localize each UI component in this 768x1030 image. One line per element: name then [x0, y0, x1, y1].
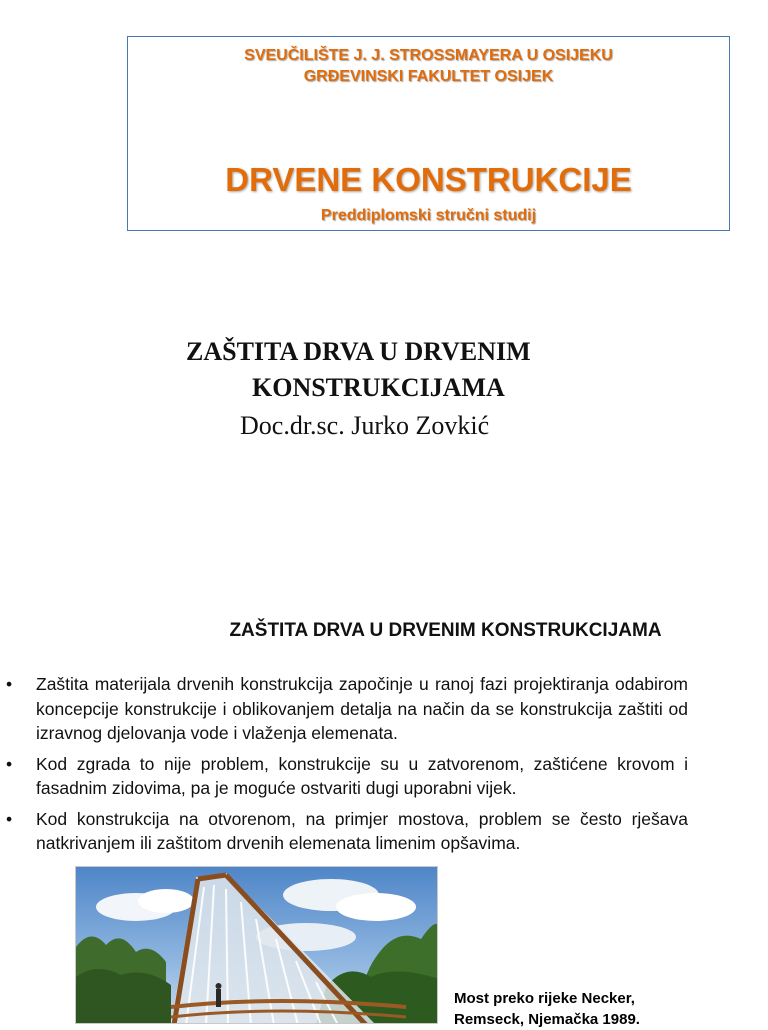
header-box: [127, 36, 730, 231]
list-item: [6, 807, 688, 856]
presentation-title-line2: KONSTRUKCIJAMA: [252, 373, 505, 402]
bridge-photo-icon: [76, 867, 438, 1024]
university-name: SVEUČILIŠTE J. J. STROSSMAYERA U OSIJEKU: [244, 47, 613, 64]
bullet-icon: •: [6, 753, 13, 774]
caption-line1: Most preko rijeke Necker,: [454, 990, 635, 1007]
course-title: DRVENE KONSTRUKCIJE: [225, 161, 632, 198]
bullet-text: Kod zgrada to nije problem, konstrukcije su u zatvorenom, zaštićene krovom i fasadnim zidovima, pa je moguće ostvariti dugi uporabni vijek.: [36, 753, 688, 798]
caption-line2: Remseck, Njemačka 1989.: [454, 1011, 640, 1028]
bullet-icon: •: [6, 808, 13, 829]
bullet-text: Kod konstrukcija na otvorenom, na primjer mostova, problem se često rješava natkrivanjem ili zaštitom drvenih elemenata limenim opšavima.: [36, 808, 688, 853]
bridge-photo: [75, 866, 438, 1024]
list-item: [6, 672, 688, 746]
presentation-title-line1: ZAŠTITA DRVA U DRVENIM: [186, 337, 531, 366]
faculty-name: GRĐEVINSKI FAKULTET OSIJEK: [303, 68, 554, 85]
bullet-list: [6, 672, 688, 862]
content-slide-title: ZAŠTITA DRVA U DRVENIM KONSTRUKCIJAMA: [229, 620, 662, 641]
bullet-icon: •: [6, 674, 13, 694]
list-item: [6, 752, 688, 801]
university-heading: [128, 45, 729, 87]
author-name: Doc.dr.sc. Jurko Zovkić: [240, 411, 490, 440]
bullet-text: Zaštita materijala drvenih konstrukcija započinje u ranoj fazi projektiranja odabirom koncepcije konstrukcije i oblikovanjem detalja na način da se konstrukcija zaštiti od izravnog djelovanja vode i vlaženja elemenata.: [36, 674, 688, 743]
course-subtitle: Preddiplomski stručni studij: [320, 207, 537, 224]
